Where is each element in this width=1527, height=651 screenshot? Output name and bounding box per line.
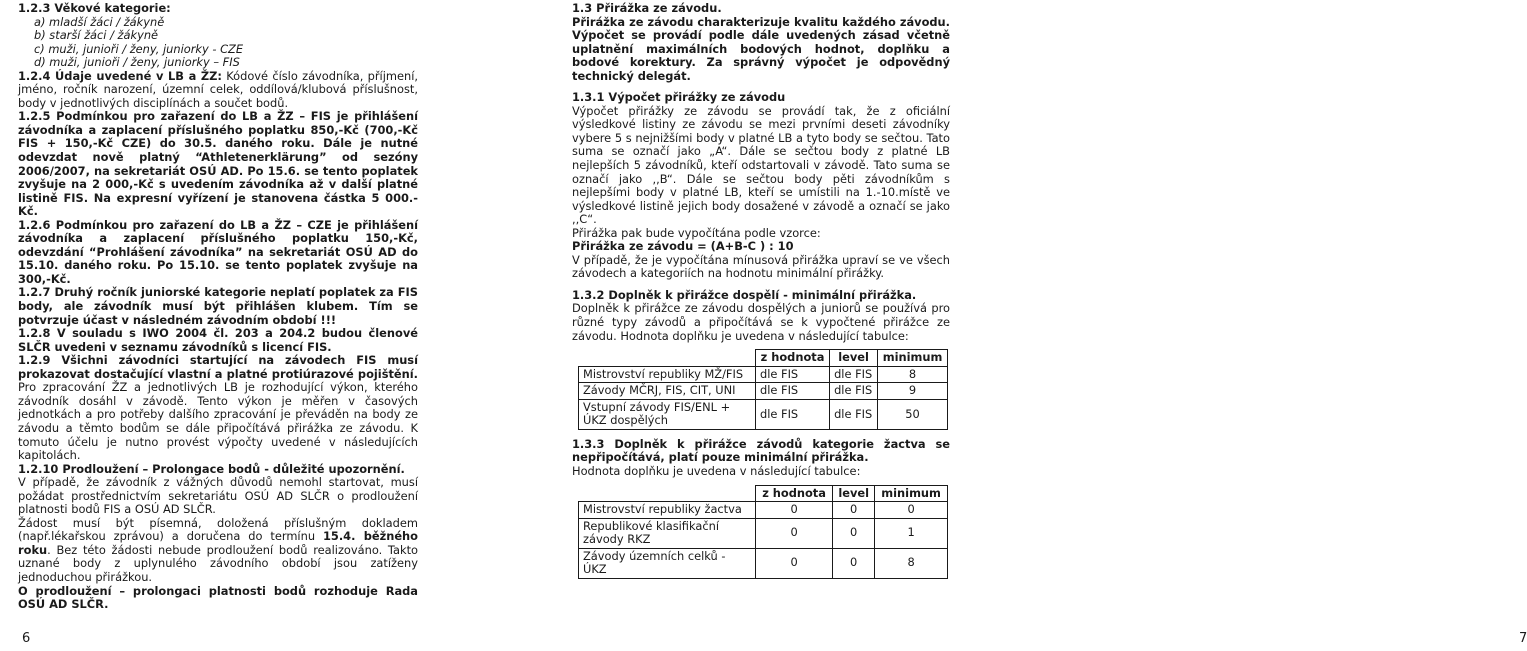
formula-intro: Přirážka pak bude vypočítána podle vzorce: [572, 225, 821, 240]
section-1-2-4 [18, 70, 418, 111]
section-1-3-2-text: Doplněk k přirážce ze závodu dospělých a juniorů se používá pro různé typy závodů a připočítává se k vypočtené přirážce ze závodu. Hodnota doplňku je uvedena v následující tabulce: [572, 301, 950, 343]
table-cell: dle FIS [830, 399, 878, 429]
table-cell: Mistrovství republiky MŽ/FIS [579, 366, 756, 383]
table-header-blank [579, 485, 756, 502]
section-1-3-1-text: Výpočet přirážky ze závodu se provádí tak, že z oficiální výsledkové listiny ze závodu se mezi prvními deseti závodníky vybere 5 s nejnižšími body v platné LB a tyto body se sečtou. Tato suma se označí jako „A“. Dále se sečtou body z platné LB nejlepších 5 závodníků, kteří odstartovali v závodě. Tato suma se označí jako ,,B“. Dále se sečtou body pěti závodníkům s nejlepšími body v platné LB, kteří se umístili na 1.-10.místě ve výsledkové listině jejich body dosažené v závodě a označí se jako ,,C“. [572, 103, 950, 227]
table-header-row [579, 350, 948, 367]
section-1-3-1-text-2: V případě, že je vypočítána mínusová přirážka upraví se ve všech závodech a kategoriích na hodnotu minimální přirážky. [572, 252, 950, 281]
table-cell: 0 [756, 518, 833, 548]
right-column [572, 2, 950, 579]
deadline-date: 15.4. běžného roku [18, 529, 418, 557]
table-cell: 8 [878, 366, 948, 383]
table-cell: dle FIS [756, 383, 830, 400]
table-header-cell: z hodnota [756, 350, 830, 367]
table-cell: 0 [875, 502, 948, 519]
table-cell: 0 [833, 548, 875, 578]
section-1-3-title: 1.3 Přirážka ze závodu. [572, 1, 722, 15]
age-category-item: d) muži, junioři / ženy, juniorky – FIS [34, 55, 240, 70]
table-row [579, 502, 948, 519]
table-cell: 8 [875, 548, 948, 578]
table-cell: Závody územních celků - ÚKZ [579, 548, 756, 578]
section-1-2-10-title: 1.2.10 Prodloužení – Prolongace bodů - důležité upozornění. [18, 461, 405, 476]
table-cell: 0 [833, 518, 875, 548]
table-header-cell: minimum [878, 350, 948, 367]
supplement-table-youth [578, 485, 948, 579]
table-header-row [579, 485, 948, 502]
section-1-2-7: 1.2.7 Druhý ročník juniorské kategorie neplatí poplatek za FIS body, ale závodník musí být přihlášen klubem. Tím se potvrzuje účast v následném závodním období !!! [18, 285, 418, 327]
section-1-2-10-text-2a: Žádost musí být písemná, doložená příslušným dokladem (např.lékařskou zprávou) a doručena do termínu [18, 515, 418, 544]
section-1-2-4-title: 1.2.4 Údaje uvedené v LB a ŽZ: [18, 68, 222, 83]
section-1-3-3-title: 1.3.3 Doplněk k přirážce závodů kategorie žactva se nepřipočítává, platí pouze minimální přirážka. [572, 436, 950, 465]
table-cell: 0 [833, 502, 875, 519]
page-number-right: 7 [1519, 631, 1527, 646]
table-cell: dle FIS [830, 383, 878, 400]
table-cell: Mistrovství republiky žactva [579, 502, 756, 519]
table-header-cell: minimum [875, 485, 948, 502]
table-header-cell: level [833, 485, 875, 502]
table-cell: 0 [756, 502, 833, 519]
table-header-blank [579, 350, 756, 367]
section-1-3-2-title: 1.3.2 Doplněk k přirážce dospělí - minimální přirážka. [572, 287, 917, 302]
formula: Přirážka ze závodu = (A+B-C ) : 10 [572, 239, 794, 254]
section-1-2-8: 1.2.8 V souladu s IWO 2004 čl. 203 a 204.2 budou členové SLČR uvedeni v seznamu závodníků s licencí FIS. [18, 326, 418, 354]
section-1-2-10-text-2c: . Bez této žádosti nebude prodloužení bodů realizováno. Takto uznané body z uplynulého závodního období jsou zatíženy jednoduchou přirážkou. [18, 542, 418, 584]
right-page [572, 0, 1527, 651]
table-row [579, 366, 948, 383]
table-cell: Republikové klasifikační závody RKZ [579, 518, 756, 548]
section-1-2-9-title: 1.2.9 Všichni závodníci startující na závodech FIS musí prokazovat dostačující vlastní a platné protiúrazové pojištění. [18, 353, 418, 381]
table-cell: 0 [756, 548, 833, 578]
section-1-2-10-text-1: V případě, že závodník z vážných důvodů nemohl startovat, musí požádat prostřednictvím sekretariátu OSÚ AD SLČR o prodloužení platnosti bodů FIS a OSÚ AD SLČR. [18, 475, 418, 517]
section-1-2-3-title: 1.2.3 Věkové kategorie: [18, 1, 171, 15]
page-number-left: 6 [22, 631, 31, 646]
left-page [18, 0, 418, 651]
section-1-3-text: Přirážka ze závodu charakterizuje kvalitu každého závodu. Výpočet se provádí podle dále uvedených zásad včetně uplatnění maximálních bodových hodnot, doplňku a bodové korektury. Za správný výpočet je odpovědný technický delegát. [572, 14, 950, 83]
table-cell: Závody MČRJ, FIS, CIT, UNI [579, 383, 756, 400]
age-category-list [18, 16, 418, 70]
table-header-cell: level [830, 350, 878, 367]
table-cell: 9 [878, 383, 948, 400]
age-category-item: c) muži, junioři / ženy, juniorky - CZE [34, 41, 244, 56]
section-1-2-4-text: Kódové číslo závodníka, příjmení, jméno, ročník narození, územní celek, oddílová/klubová příslušnost, body v jednotlivých disciplínách a součet bodů. [18, 68, 418, 110]
section-1-3-3-text: Hodnota doplňku je uvedena v následující tabulce: [572, 463, 861, 478]
section-1-2-10-text-2 [18, 517, 418, 585]
table-cell: dle FIS [756, 366, 830, 383]
age-category-item: b) starší žáci / žákyně [34, 28, 159, 43]
table-cell: dle FIS [830, 366, 878, 383]
section-1-2-6: 1.2.6 Podmínkou pro zařazení do LB a ŽZ – CZE je přihlášení závodníka a zaplacení příslušného poplatku 150,-Kč, odevzdání “Prohlášení závodníka” na sekretariát OSÚ AD do 15.10. daného roku. Po 15.10. se tento poplatek zvyšuje na 300,-Kč. [18, 217, 418, 286]
left-column [18, 2, 418, 612]
table-cell: 50 [878, 399, 948, 429]
table-row [579, 383, 948, 400]
table-cell: 1 [875, 518, 948, 548]
table-cell: dle FIS [756, 399, 830, 429]
table-row [579, 548, 948, 578]
section-1-2-10-text-3: O prodloužení – prolongaci platnosti bodů rozhoduje Rada OSÚ AD SLČR. [18, 583, 418, 612]
age-category-item: a) mladší žáci / žákyně [34, 14, 165, 29]
section-1-2-9 [18, 354, 418, 462]
supplement-table-adults [578, 349, 948, 430]
section-1-2-5: 1.2.5 Podmínkou pro zařazení do LB a ŽZ – FIS je přihlášení závodníka a zaplacení příslušného poplatku 850,-Kč (700,-Kč FIS + 150,-Kč CZE) do 30.5. daného roku. Dále je nutné odevzdat nově platný “Athletenerklärung” od sezóny 2006/2007, na sekretariát OSÚ AD. Po 15.6. se tento poplatek zvyšuje na 2 000,-Kč s uvedením závodníka až v další platné listině FIS. Na expresní vyřízení je stanovena částka 5 000.- Kč. [18, 109, 418, 219]
table-cell: Vstupní závody FIS/ENL + ÚKZ dospělých [579, 399, 756, 429]
section-1-3-1-title: 1.3.1 Výpočet přirážky ze závodu [572, 90, 786, 105]
table-row [579, 518, 948, 548]
table-row [579, 399, 948, 429]
section-1-2-9-text: Pro zpracování ŽZ a jednotlivých LB je rozhodující výkon, kterého závodník dosáhl v závodě. Tento výkon je měřen v časových jednotkách a pro potřeby dalšího zpracování je převáděn na body ze závodu a těmto bodům se dále připočítává přirážka ze závodu. K tomuto účelu je nutno provést výpočty uvedené v následujících kapitolách. [18, 380, 418, 463]
table-header-cell: z hodnota [756, 485, 833, 502]
